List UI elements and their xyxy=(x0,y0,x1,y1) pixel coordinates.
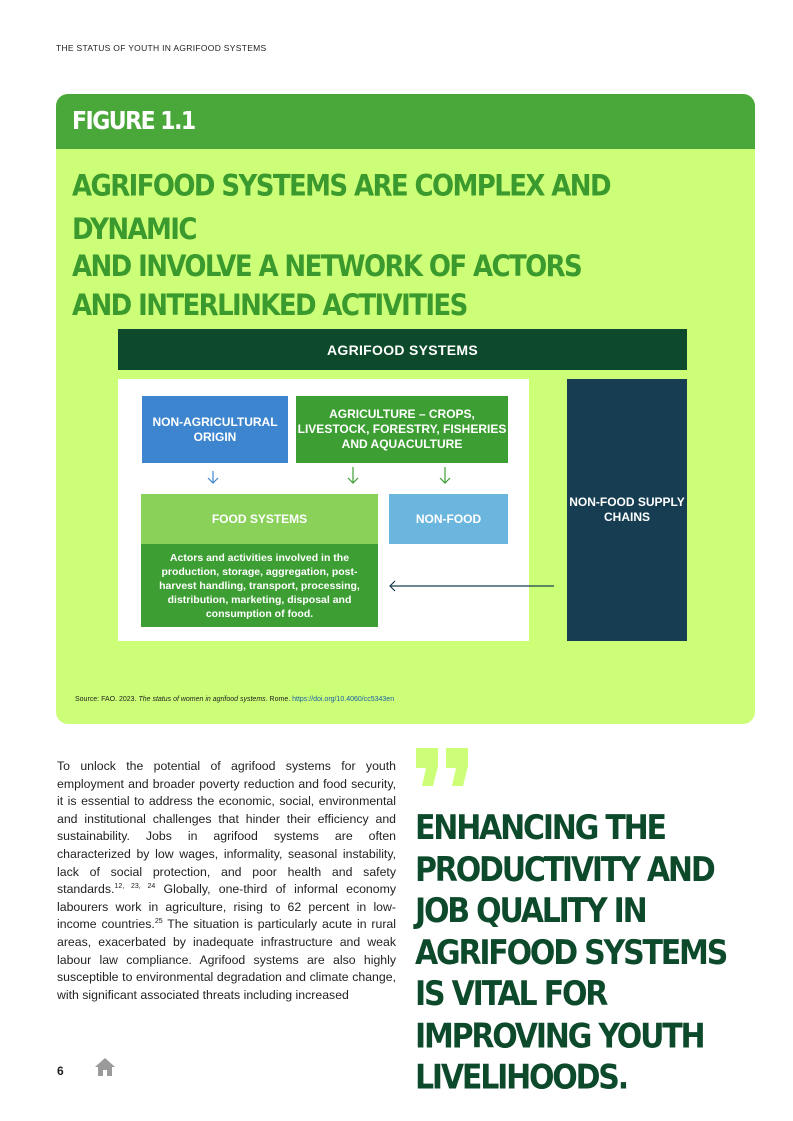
box-food-systems: FOOD SYSTEMS xyxy=(141,494,378,544)
figure-title-line-2: AND INVOLVE A NETWORK OF ACTORS xyxy=(72,250,582,284)
figure-title xyxy=(72,170,712,326)
box-food-systems-description: Actors and activities involved in the production, storage, aggregation, post-harvest handling, transport, processing, distribution, marketing, disposal and consumption of food. xyxy=(141,544,378,627)
reference-superscript: 25 xyxy=(154,918,163,926)
box-non-food: NON-FOOD xyxy=(389,494,508,544)
quote-mark-icon xyxy=(414,744,474,806)
home-icon[interactable] xyxy=(94,1057,116,1077)
running-header: THE STATUS OF YOUTH IN AGRIFOOD SYSTEMS xyxy=(56,43,267,53)
figure-label: FIGURE 1.1 xyxy=(72,107,195,136)
box-non-agricultural-origin: NON-AGRICULTURAL ORIGIN xyxy=(142,396,288,463)
figure-box xyxy=(56,94,755,724)
source-title: The status of women in agrifood systems xyxy=(138,696,266,703)
figure-source: Source: FAO. 2023. The status of women in agrifood systems. Rome. https://doi.org/10.4060/cc5343en xyxy=(75,696,395,703)
box-agriculture: AGRICULTURE – CROPS, LIVESTOCK, FORESTRY, FISHERIES AND AQUACULTURE xyxy=(296,396,508,463)
source-link[interactable]: https://doi.org/10.4060/cc5343en xyxy=(292,696,395,703)
figure-header xyxy=(56,94,755,149)
page-number: 6 xyxy=(57,1064,64,1078)
pull-quote: ENHANCING THE PRODUCTIVITY AND JOB QUALITY IN AGRIFOOD SYSTEMS IS VITAL FOR IMPROVING YOUTH LIVELIHOODS. xyxy=(415,808,727,1098)
figure-title-line-3: AND INTERLINKED ACTIVITIES xyxy=(72,289,467,323)
body-paragraph: To unlock the potential of agrifood systems for youth employment and broader poverty reduction and food security, it is essential to address the economic, social, environmental and institutional challenges that hinder their efficiency and sustainability. Jobs in agrifood systems are often characterized by low wages, informality, seasonal instability, lack of social protection, and poor health and safety standards.$^{12, 23, 24}$ Globally, one-third of informal economy labourers work in agriculture, rising to 62 percent in low-income countries.$^{25}$ The situation is particularly acute in rural areas, exacerbated by inadequate infrastructure and weak labour law compliance. Agrifood systems are also highly susceptible to environmental degradation and climate change, with significant associated threats including increased xyxy=(57,759,396,1002)
reference-superscript: 12, 23, 24 xyxy=(114,883,156,891)
box-non-food-supply-chains: NON-FOOD SUPPLY CHAINS xyxy=(567,379,687,641)
diagram-banner-agrifood-systems: AGRIFOOD SYSTEMS xyxy=(118,329,687,370)
figure-title-line-1: AGRIFOOD SYSTEMS ARE COMPLEX AND DYNAMIC xyxy=(72,169,610,248)
